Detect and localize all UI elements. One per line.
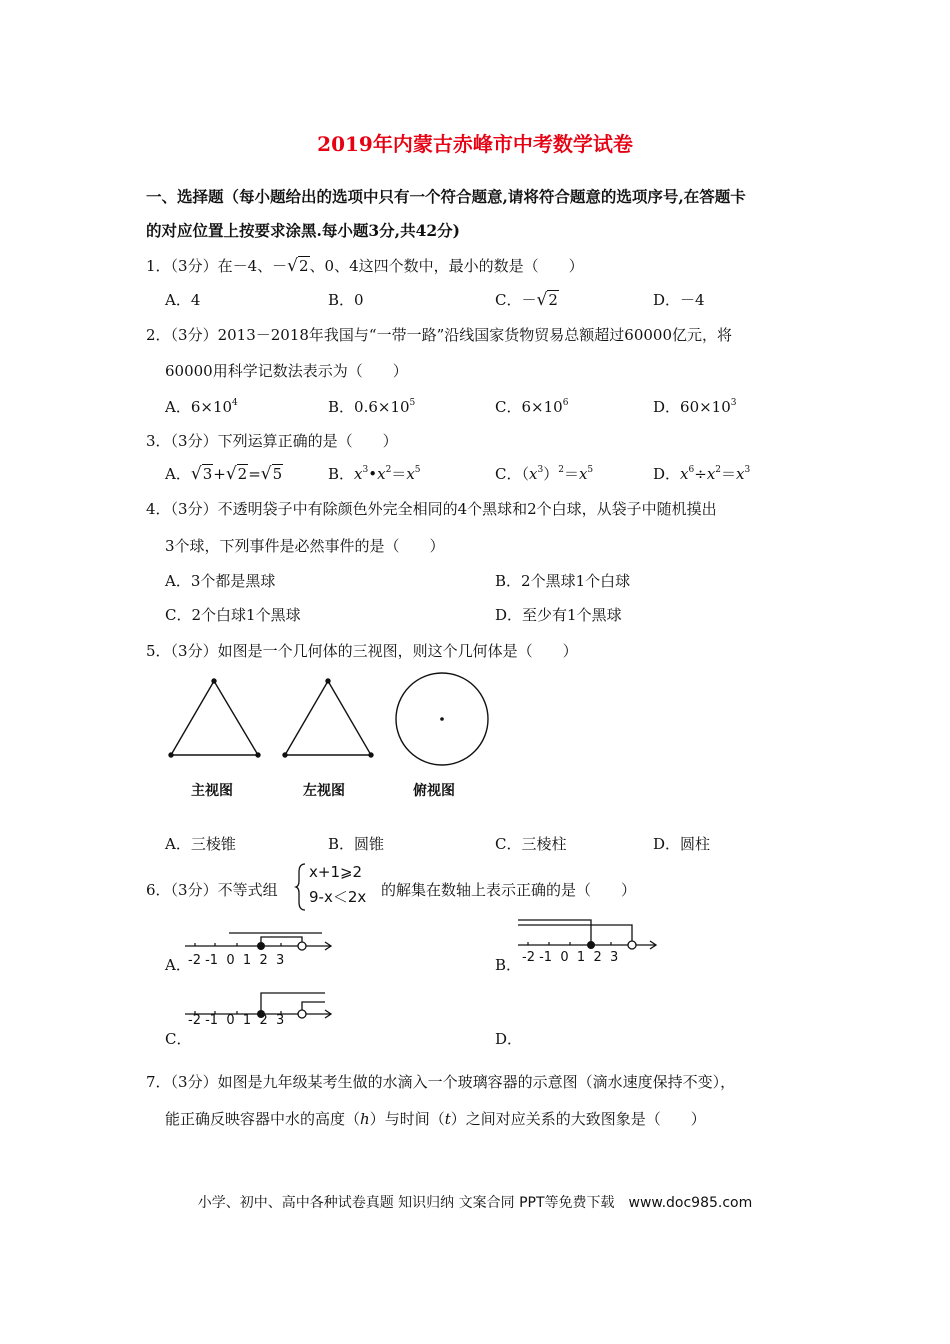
question-4-option-b[interactable]: B．2个黑球1个白球 (495, 572, 631, 590)
question-5-option-d[interactable]: D．圆柱 (653, 835, 711, 853)
exam-title: 2019年内蒙古赤峰市中考数学试卷 (317, 132, 633, 156)
question-4-option-a[interactable]: A．3个都是黑球 (165, 572, 276, 590)
question-5-option-a[interactable]: A．三棱锥 (165, 835, 236, 853)
question-1-option-c[interactable]: C．－√2 (495, 290, 558, 310)
question-6-stem-b: 的解集在数轴上表示正确的是（ ） (381, 881, 637, 899)
question-1-option-b[interactable]: B．0 (328, 291, 364, 309)
question-6-option-b[interactable]: B． (495, 956, 522, 974)
question-6-option-d[interactable]: D． (495, 1030, 523, 1048)
number-line-b-ticks: -2 -1 0 1 2 3 (522, 950, 619, 965)
page-footer: 小学、初中、高中各种试卷真题 知识归纳 文案合同 PPT等免费下载 www.doc985.com (197, 1195, 753, 1211)
number-line-c-ticks: -2 -1 0 1 2 3 (188, 1013, 285, 1028)
question-4-stem-line1: 4．（3分）不透明袋子中有除颜色外完全相同的4个黑球和2个白球，从袋子中随机摸出 (146, 500, 717, 518)
question-2-option-c[interactable]: C．$6\times 10^6$ (495, 398, 569, 416)
question-2-option-d[interactable]: D．$60\times 10^3$ (653, 398, 737, 416)
question-2-option-a[interactable]: A．$6\times 10^4$ (165, 398, 238, 416)
sqrt-2: √2 (287, 256, 309, 276)
question-3-stem: 3．（3分）下列运算正确的是（ ） (146, 432, 398, 450)
question-7-stem-line1: 7．（3分）如图是九年级某考生做的水滴入一个玻璃容器的示意图（滴水速度保持不变）， (146, 1073, 736, 1091)
number-line-a-ticks: -2 -1 0 1 2 3 (188, 953, 285, 968)
question-5-stem: 5．（3分）如图是一个几何体的三视图，则这个几何体是（ ） (146, 642, 578, 660)
question-3-option-d[interactable]: D．$x^6\div x^2=x^3$ (653, 465, 751, 483)
question-3-option-b[interactable]: B．$x^3•x^2=x^5$ (328, 465, 421, 483)
left-view-triangle (283, 679, 373, 757)
question-4-option-d[interactable]: D．至少有1个黑球 (495, 606, 622, 624)
question-1-stem: 1．（3分）在－4、－√2、0、4这四个数中，最小的数是（ ） (146, 256, 584, 276)
system-brace (296, 862, 306, 912)
question-1-option-a[interactable]: A．4 (165, 291, 201, 309)
sqrt-2: √2 (536, 290, 558, 310)
top-view-label: 俯视图 (413, 783, 455, 799)
question-3-option-c[interactable]: C．$(x^3)^2=x^5$ (495, 465, 594, 483)
section-heading-line1: 一、选择题（每小题给出的选项中只有一个符合题意,请将符合题意的选项序号,在答题卡 (146, 187, 746, 206)
question-2-option-b[interactable]: B．$0.6\times 10^5$ (328, 398, 416, 416)
question-4-option-c[interactable]: C．2个白球1个黑球 (165, 606, 301, 624)
section-heading-line2: 的对应位置上按要求涂黑.每小题3分,共42分) (146, 221, 460, 240)
question-6-stem-a: 6．（3分）不等式组 (146, 881, 278, 899)
front-view-label: 主视图 (191, 783, 233, 799)
question-6-option-c[interactable]: C． (165, 1030, 192, 1048)
question-6-option-a[interactable]: A． (165, 956, 191, 974)
inequality-1: x+1⩾2 (309, 863, 363, 881)
left-view-label: 左视图 (303, 783, 345, 799)
question-2-stem-line1: 2．（3分）2013－2018年我国与“一带一路”沿线国家货物贸易总额超过60000亿元，将 (146, 326, 732, 344)
question-1-option-d[interactable]: D．－4 (653, 291, 705, 309)
question-7-stem-line2: 能正确反映容器中水的高度（h）与时间（t）之间对应关系的大致图象是（ ） (165, 1110, 706, 1128)
top-view-circle (396, 673, 488, 765)
question-4-stem-line2: 3个球，下列事件是必然事件的是（ ） (165, 537, 445, 555)
question-2-stem-line2: 60000用科学记数法表示为（ ） (165, 362, 408, 380)
question-5-option-b[interactable]: B．圆锥 (328, 835, 385, 853)
question-3-option-a[interactable]: A．√3+√2=√5 (165, 464, 283, 484)
three-view-figure (165, 672, 495, 762)
front-view-triangle (169, 679, 260, 757)
question-5-option-c[interactable]: C．三棱柱 (495, 835, 567, 853)
inequality-2: 9-x＜2x (309, 888, 367, 906)
